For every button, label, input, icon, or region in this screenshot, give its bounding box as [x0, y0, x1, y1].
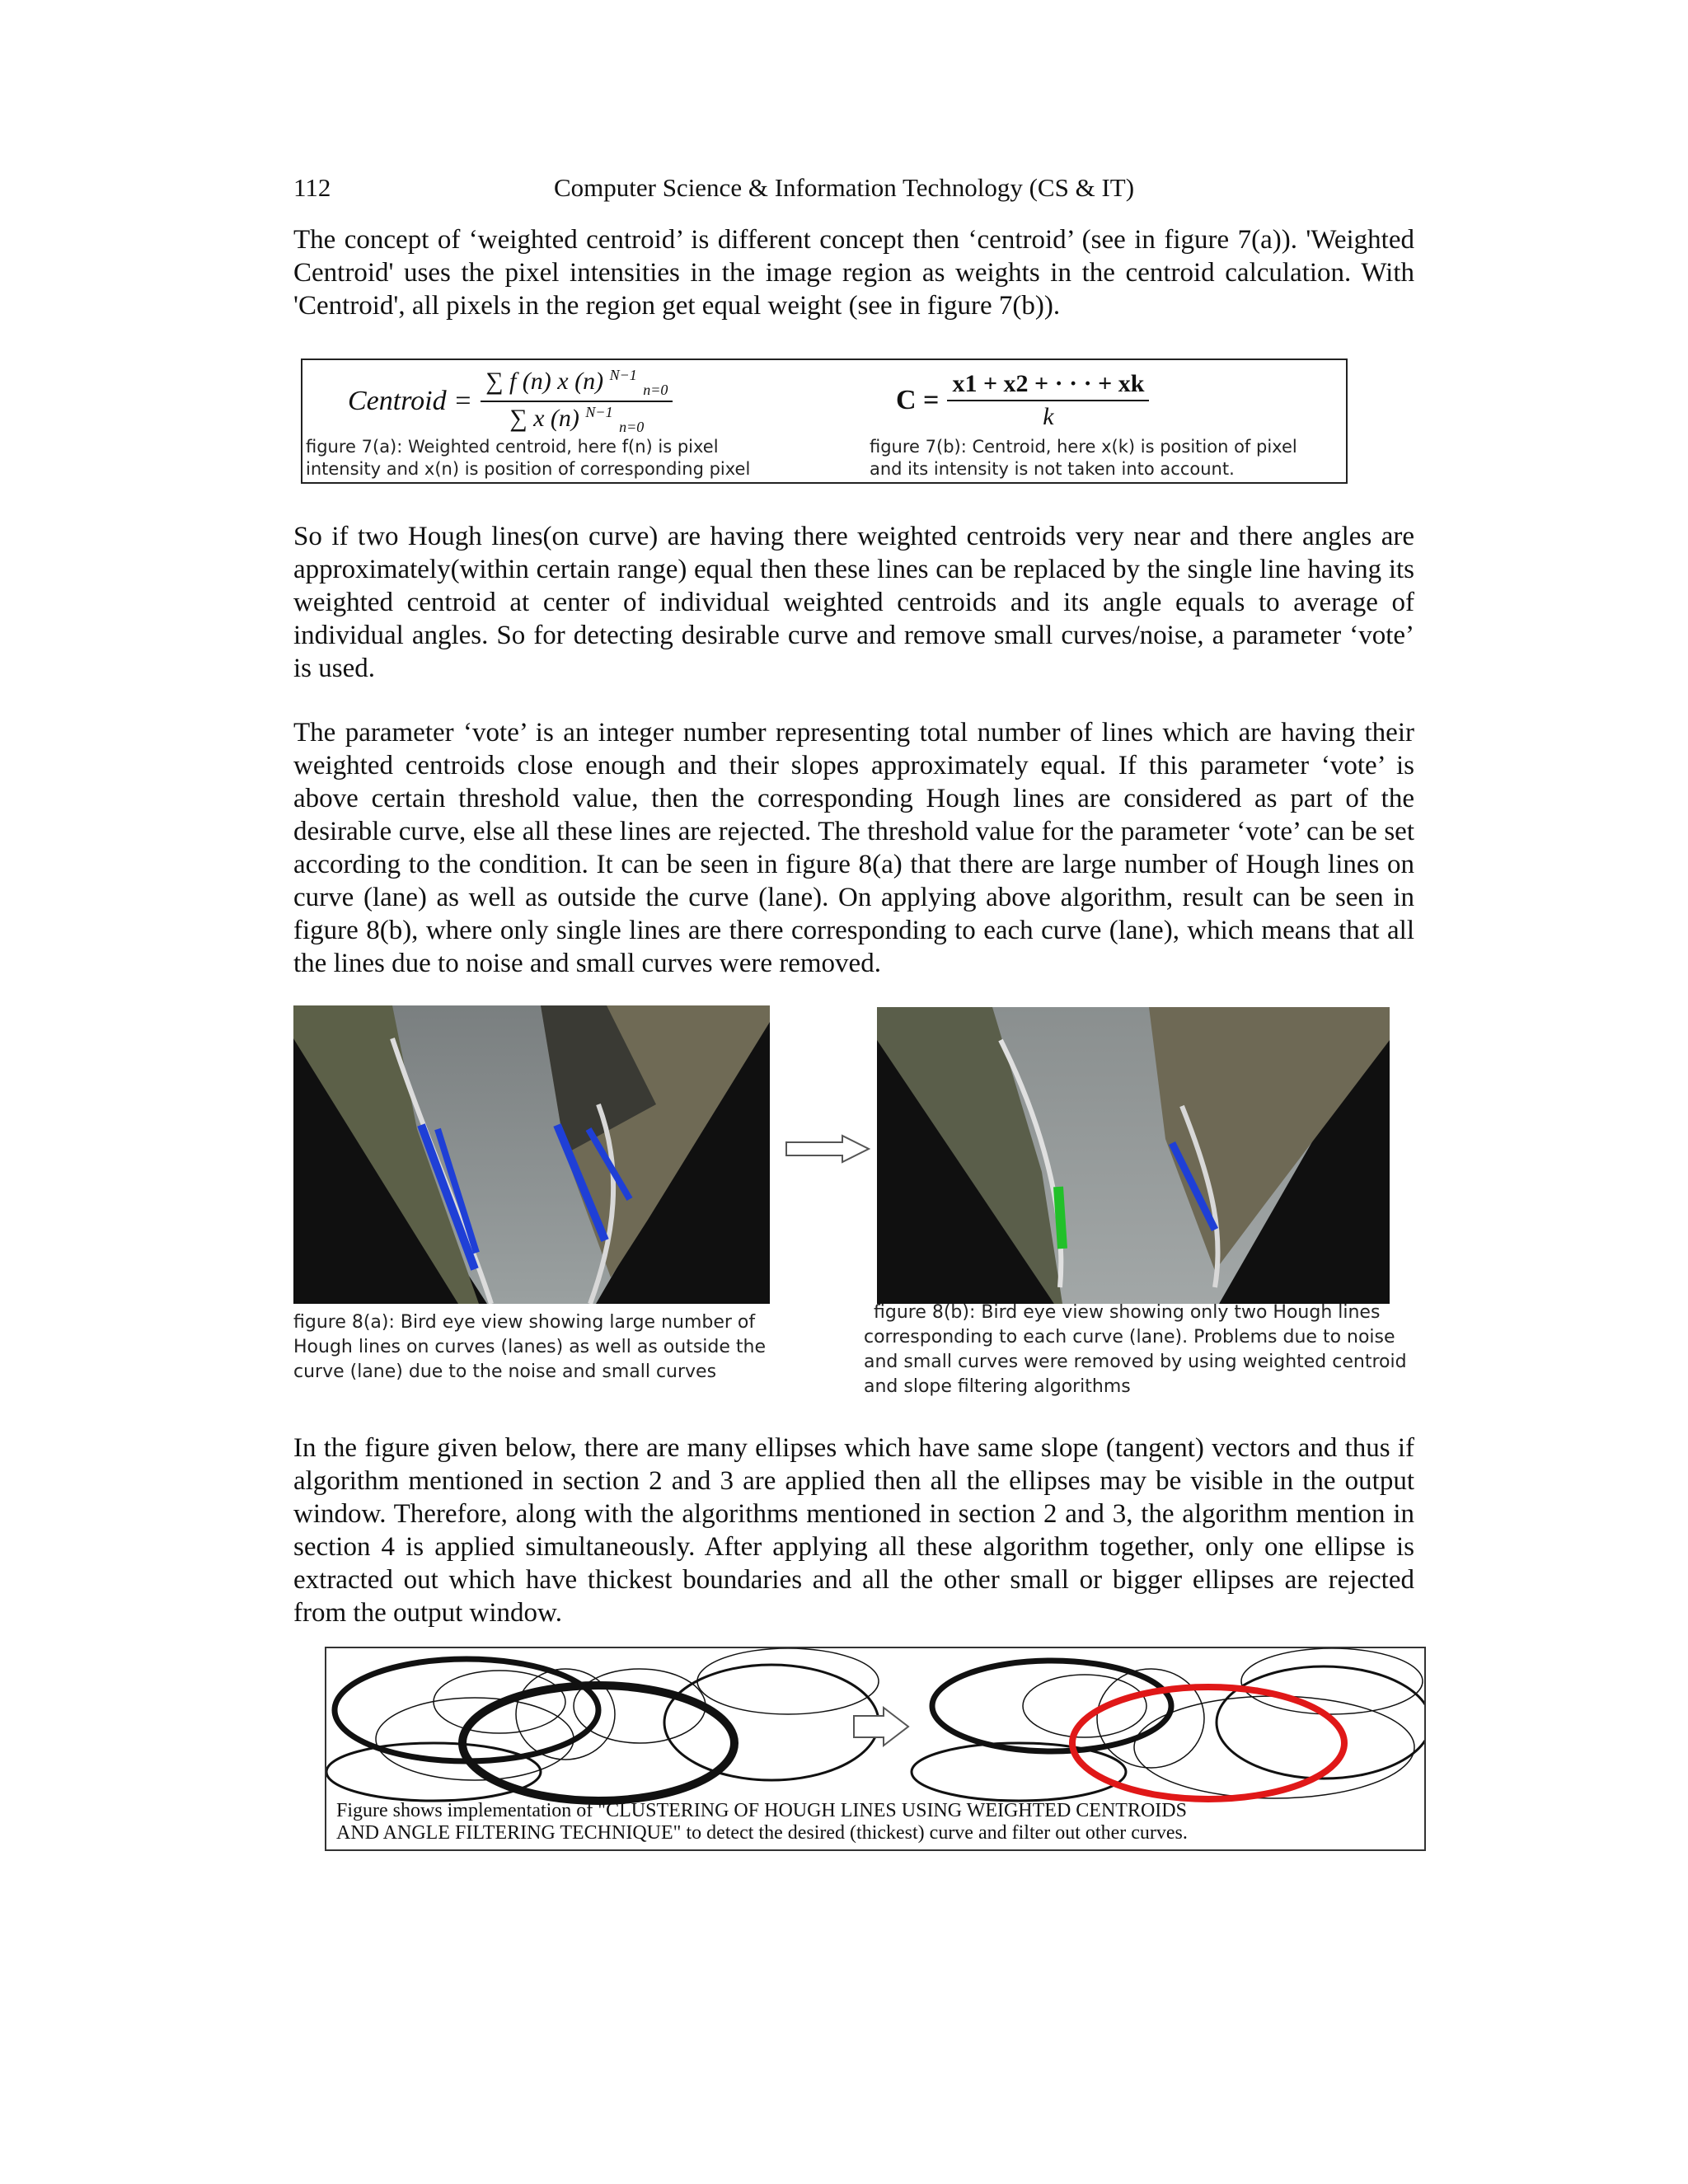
figure-8a-caption	[293, 1310, 821, 1385]
paragraph-1-text: The concept of ‘weighted centroid’ is different concept then ‘centroid’ (see in figure 7(a)). 'Weighted Centroid' uses the pixel intensities in the image region as weights in the centroid calculation. With 'Centroid', all pixels in the region get equal weight (see in figure 7(b)).	[293, 225, 1414, 321]
bird-eye-view-8b	[877, 1007, 1390, 1304]
ellipse	[932, 1661, 1171, 1751]
figure-7a-caption	[306, 436, 750, 480]
paragraph-4	[293, 1432, 1414, 1629]
paragraph-3	[293, 716, 1414, 980]
figure-7a-caption-line-1: figure 7(a): Weighted centroid, here f(n) is pixel	[306, 437, 719, 457]
ellipse	[1023, 1675, 1146, 1737]
formula-a-den-sup: N−1	[585, 404, 613, 420]
figure-8a-caption-line: figure 8(a): Bird eye view showing large number of	[293, 1312, 756, 1333]
figure-7a-caption-line-2: intensity and x(n) is position of corresponding pixel	[306, 459, 751, 479]
paragraph-3-text: The parameter ‘vote’ is an integer number representing total number of lines which are having their weighted centroids close enough and their slopes approximately equal. If this parameter ‘vote’ is above certain threshold value, then the corresponding Hough lines are considered as part of the desirable curve, else all these lines are rejected. The threshold value for the parameter ‘vote’ can be set according to the condition. It can be seen in figure 8(a) that there are large number of Hough lines on curve (lane) as well as outside the curve (lane). On applying above algorithm, result can be seen in figure 8(b), where only single lines are there corresponding to each curve (lane), which means that all the lines due to noise and small curves were removed.	[293, 718, 1414, 978]
figure-7b-caption-line-2: and its intensity is not taken into account.	[870, 459, 1235, 479]
ellipse	[664, 1665, 879, 1780]
paragraph-1	[293, 223, 1414, 322]
ellipse-illustration	[326, 1648, 1424, 1805]
ellipse	[326, 1743, 541, 1801]
formula-b-denominator: k	[1043, 403, 1054, 430]
figure-8b-caption-line: figure 8(b): Bird eye view showing only two Hough lines	[874, 1302, 1381, 1323]
figure-ellipses-box	[325, 1647, 1426, 1851]
formula-a-num-sup: N−1	[609, 367, 637, 383]
figure-ellipses-caption-line-2: AND ANGLE FILTERING TECHNIQUE" to detect the desired (thickest) curve and filter out other curves.	[336, 1822, 1188, 1844]
figure-8a-caption-line: curve (lane) due to the noise and small curves	[293, 1361, 717, 1382]
ellipses-input	[326, 1648, 879, 1801]
arrow-right-icon	[854, 1708, 908, 1746]
formula-a-denominator	[509, 402, 644, 436]
formula-a-den-text: ∑ x (n)	[509, 405, 579, 432]
weighted-centroid-formula	[348, 367, 673, 436]
figure-7-box	[301, 359, 1348, 484]
ellipse	[574, 1669, 706, 1743]
arrow-right-icon	[785, 1134, 872, 1164]
paragraph-2	[293, 520, 1414, 685]
formula-b-lhs: C =	[896, 385, 940, 415]
figure-8a-image	[293, 1005, 770, 1304]
figure-8b-caption	[864, 1301, 1408, 1399]
formula-a-den-sub: n=0	[619, 419, 645, 435]
figure-ellipses-caption	[336, 1800, 1188, 1844]
formula-a-lhs: Centroid =	[348, 386, 473, 416]
paragraph-2-text: So if two Hough lines(on curve) are having there weighted centroids very near and there angles are approximately(within certain range) equal then these lines can be replaced by the single line having its weighted centroid at center of individual weighted centroids and its angle equals to average of individual angles. So for detecting desirable curve and remove small curves/noise, a parameter ‘vote’ is used.	[293, 522, 1414, 683]
formula-b-fraction	[947, 370, 1149, 431]
figure-7b-caption	[870, 436, 1297, 480]
figure-8b-caption-line: and small curves were removed by using weighted centroid	[864, 1352, 1407, 1372]
figure-8b-caption-line: corresponding to each curve (lane). Problems due to noise	[864, 1327, 1395, 1347]
hough-line-left	[1058, 1187, 1062, 1249]
figure-7b-caption-line-1: figure 7(b): Centroid, here x(k) is position of pixel	[870, 437, 1297, 457]
formula-a-num-text: ∑ f (n) x (n)	[485, 368, 604, 395]
figure-ellipses-caption-line-1: Figure shows implementation of "CLUSTERING OF HOUGH LINES USING WEIGHTED CENTROIDS	[336, 1800, 1187, 1821]
figure-8a-caption-line: Hough lines on curves (lanes) as well as outside the	[293, 1337, 767, 1357]
formula-a-num-sub: n=0	[643, 382, 668, 398]
formula-a-fraction	[481, 367, 673, 436]
page-number: 112	[293, 173, 331, 202]
ellipses-output	[912, 1648, 1424, 1801]
ellipse	[697, 1648, 879, 1714]
ellipse	[1217, 1666, 1424, 1779]
bird-eye-view-8a	[293, 1005, 770, 1304]
figure-8b-caption-line: and slope filtering algorithms	[864, 1376, 1131, 1397]
centroid-formula	[896, 370, 1149, 431]
formula-b-numerator: x1 + x2 + · · · + xk	[947, 370, 1149, 401]
running-header: Computer Science & Information Technology (CS & IT)	[553, 173, 1135, 202]
paragraph-4-text: In the figure given below, there are many ellipses which have same slope (tangent) vectors and thus if algorithm mentioned in section 2 and 3 are applied then all the ellipses may be visible in the output window. Therefore, along with the algorithms mentioned in section 2 and 3, the algorithm mention in section 4 is applied simultaneously. After applying all these algorithm together, only one ellipse is extracted out which have thickest boundaries and all the other small or bigger ellipses are rejected from the output window.	[293, 1433, 1414, 1628]
figure-8b-image	[877, 1007, 1390, 1304]
formula-a-numerator	[481, 367, 673, 402]
